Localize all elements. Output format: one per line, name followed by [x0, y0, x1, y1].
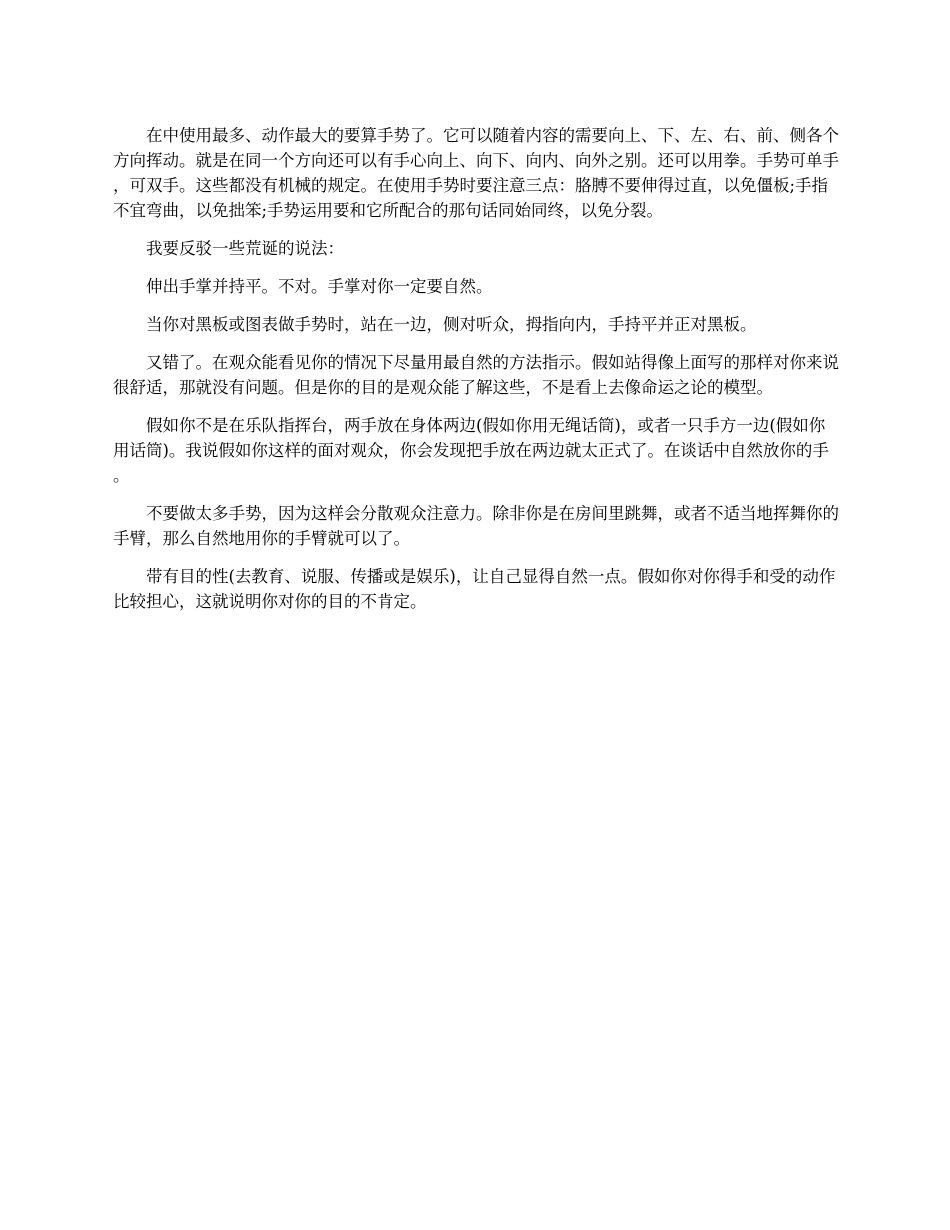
paragraph-purpose: 带有目的性(去教育、说服、传播或是娱乐)，让自己显得自然一点。假如你对你得手和受的动作比较担心，这就说明你对你的目的不肯定。: [113, 567, 836, 611]
paragraph-blackboard: 当你对黑板或图表做手势时，站在一边，侧对听众，拇指向内，手持平并正对黑板。: [146, 315, 757, 334]
paragraph-rebuttal-intro: 我要反驳一些荒诞的说法：: [146, 239, 344, 258]
paragraph-palm-flat: 伸出手掌并持平。不对。手掌对你一定要自然。: [146, 277, 493, 296]
paragraph-wrong-again: 又错了。在观众能看见你的情况下尽量用最自然的方法指示。假如站得像上面写的那样对你来说很舒适，那就没有问题。但是你的目的是观众能了解这些，不是看上去像命运之论的模型。: [113, 353, 839, 397]
paragraph-gesture-intro: 在中使用最多、动作最大的要算手势了。它可以随着内容的需要向上、下、左、右、前、侧各个方向挥动。就是在同一个方向还可以有手心向上、向下、向内、向外之别。还可以用拳。手势可单手，可双手。这些都没有机械的规定。在使用手势时要注意三点：胳膊不要伸得过直，以免僵板;手指不宜弯曲，以免拙笨;手势运用要和它所配合的那句话同始同终，以免分裂。: [113, 126, 839, 220]
paragraph-hands-at-sides: 假如你不是在乐队指挥台，两手放在身体两边(假如你用无绳话筒)，或者一只手方一边(假如你用话筒)。我说假如你这样的面对观众，你会发现把手放在两边就太正式了。在谈话中自然放你的手。: [113, 416, 829, 485]
paragraph-too-many-gestures: 不要做太多手势，因为这样会分散观众注意力。除非你是在房间里跳舞，或者不适当地挥舞你的手臂，那么自然地用你的手臂就可以了。: [113, 504, 839, 548]
document-body: [113, 123, 839, 627]
